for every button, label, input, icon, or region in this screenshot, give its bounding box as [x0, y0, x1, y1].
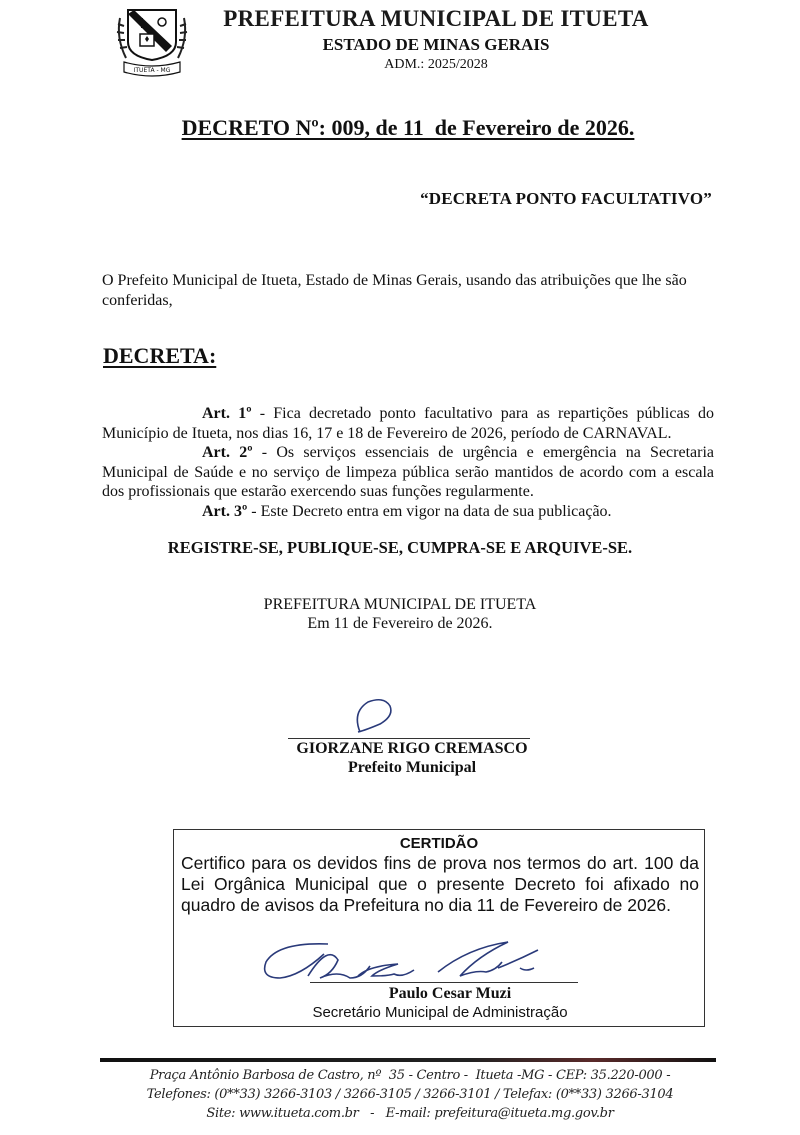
footer-contact [60, 1066, 760, 1123]
footer-phones: Telefones: (0**33) 3266-3103 / 3266-3105 / 3266-3101 / Telefax: (0**33) 3266-3104 [146, 1087, 674, 1102]
decree-title: DECRETO Nº: 009, de 11 de Fevereiro de 2026. [181, 115, 635, 140]
article-1 [102, 404, 714, 443]
decree-preamble: O Prefeito Municipal de Itueta, Estado de Minas Gerais, usando das atribuições que lhe são conferidas, [102, 272, 687, 309]
administration-term: ADM.: 2025/2028 [384, 57, 488, 72]
municipality-title: PREFEITURA MUNICIPAL DE ITUETA [223, 6, 649, 31]
certidao-text: Certifico para os devidos fins de prova nos termos do art. 100 da Lei Orgânica Municipal que o presente Decreto foi afixado no quadro de avisos da Prefeitura no dia 11 de Fevereiro de 2026. [181, 853, 699, 915]
article-label: Art. 1º [202, 405, 252, 422]
date-line: Em 11 de Fevereiro de 2026. [307, 615, 493, 632]
certidao-signer-role: Secretário Municipal de Administração [312, 1004, 568, 1021]
certidao-title: CERTIDÃO [399, 835, 479, 852]
state-name: ESTADO DE MINAS GERAIS [322, 35, 550, 54]
certidao-signer-name: Paulo Cesar Muzi [388, 985, 512, 1002]
mayor-signature-icon [330, 688, 420, 738]
footer-web: Site: www.itueta.com.br - E-mail: prefeitura@itueta.mg.gov.br [206, 1106, 614, 1121]
coat-of-arms-icon [112, 4, 192, 80]
article-2 [102, 443, 714, 502]
signatory-name: GIORZANE RIGO CREMASCO [296, 740, 528, 757]
secretary-signature-icon [258, 940, 578, 982]
place-and-date [0, 595, 800, 633]
article-3 [102, 502, 714, 522]
signature-line [310, 982, 578, 983]
footer-divider [100, 1058, 716, 1062]
footer-address: Praça Antônio Barbosa de Castro, nº 35 - Centro - Itueta -MG - CEP: 35.220-000 - [149, 1068, 671, 1083]
decree-articles [102, 404, 714, 522]
article-label: Art. 2º [202, 444, 253, 462]
article-text: - Os serviços essenciais de urgência e emergência na Secretaria Municipal de Saúde e no serviço de limpeza pública serão mantidos de acordo com a escala dos profissionais que estarão exercendo suas funções regularmente. [102, 444, 715, 501]
article-text: - Este Decreto entra em vigor na data de sua publicação. [247, 502, 612, 520]
place-line: PREFEITURA MUNICIPAL DE ITUETA [263, 596, 537, 613]
crest-ribbon-text: ITUETA - MG [133, 67, 171, 74]
article-text: - Fica decretado ponto facultativo para as repartições públicas do Município de Itueta, nos dias 16, 17 e 18 de Fevereiro de 2026, período de CARNAVAL. [102, 405, 715, 442]
closing-formula: REGISTRE-SE, PUBLIQUE-SE, CUMPRA-SE E ARQUIVE-SE. [167, 538, 633, 557]
article-label: Art. 3º [202, 502, 248, 520]
decree-subject: “DECRETA PONTO FACULTATIVO” [420, 189, 712, 208]
decreta-heading: DECRETA: [103, 343, 217, 368]
signatory-role: Prefeito Municipal [347, 759, 477, 776]
